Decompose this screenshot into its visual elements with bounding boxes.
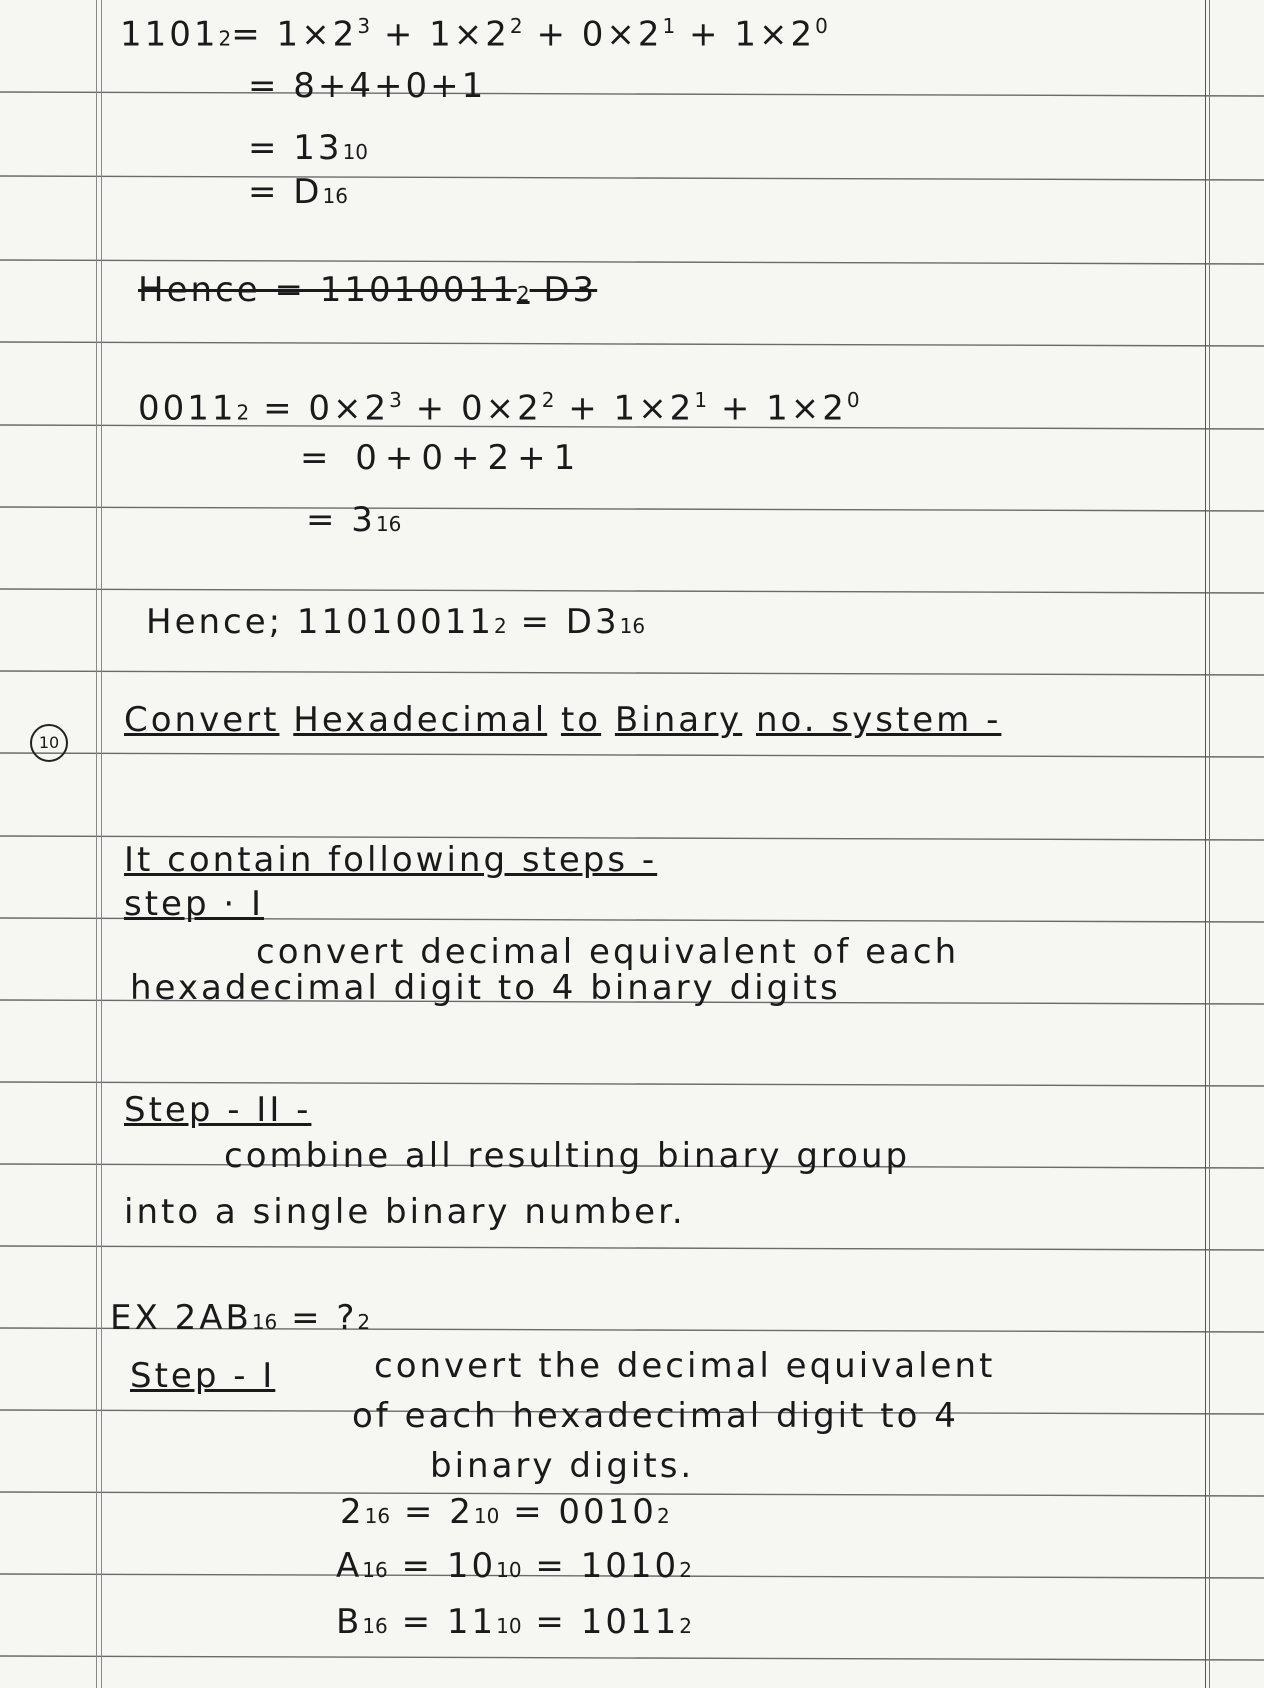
question-number: 10 [30, 724, 68, 762]
heading-word-rest: no. system - [756, 700, 1002, 740]
example-row-a: A16 = 1010 = 10102 [336, 1546, 692, 1586]
step1-line2: hexadecimal digit to 4 binary digits [130, 968, 841, 1008]
s1-hence-struck: Hence = 110100112 D3 [138, 270, 598, 310]
step2-label: Step - II - [124, 1090, 312, 1130]
example-step-label: Step - I [130, 1356, 276, 1396]
example-row-b: B16 = 1110 = 10112 [336, 1602, 692, 1642]
heading-word-hex: Hexadecimal [293, 700, 548, 740]
right-margin-line [1205, 0, 1210, 1688]
example-line3: binary digits. [430, 1446, 695, 1486]
s2-line3: = 316 [306, 500, 402, 540]
heading-word-binary: Binary [614, 700, 743, 740]
s2-hence: Hence; 110100112 = D316 [146, 602, 646, 642]
example-line2: of each hexadecimal digit to 4 [352, 1396, 959, 1436]
heading-word-to: to [560, 700, 602, 740]
left-margin-line [96, 0, 102, 1688]
s1-line1: $11012= 1\times 2^3 + 1\times 2^2 + 0\times 2^1 + 1\times 2^0$ [120, 14, 828, 55]
step2-line1: combine all resulting binary group [224, 1136, 911, 1176]
step1-line1: convert decimal equivalent of each [256, 932, 960, 972]
steps-intro: It contain following steps - [124, 840, 658, 880]
heading-word-convert: Convert [124, 700, 280, 740]
step2-line2: into a single binary number. [124, 1192, 686, 1232]
step1-label: step · I [124, 884, 264, 924]
topic-heading [124, 700, 1001, 740]
s1-line2: = 8+4+0+1 [248, 66, 487, 106]
example-header: EX 2AB16 = ?2 [110, 1298, 371, 1338]
s1-line3: = 1310 [248, 128, 369, 168]
example-row-2: 216 = 210 = 00102 [340, 1492, 670, 1532]
s2-line2: = 0+0+2+1 [300, 438, 584, 478]
s1-line4: = D16 [248, 172, 348, 212]
s2-line1: $00112 = 0\times 2^3 + 0\times 2^2 + 1\times 2^1 + 1\times 2^0$ [138, 388, 860, 429]
example-line1: convert the decimal equivalent [374, 1346, 996, 1386]
